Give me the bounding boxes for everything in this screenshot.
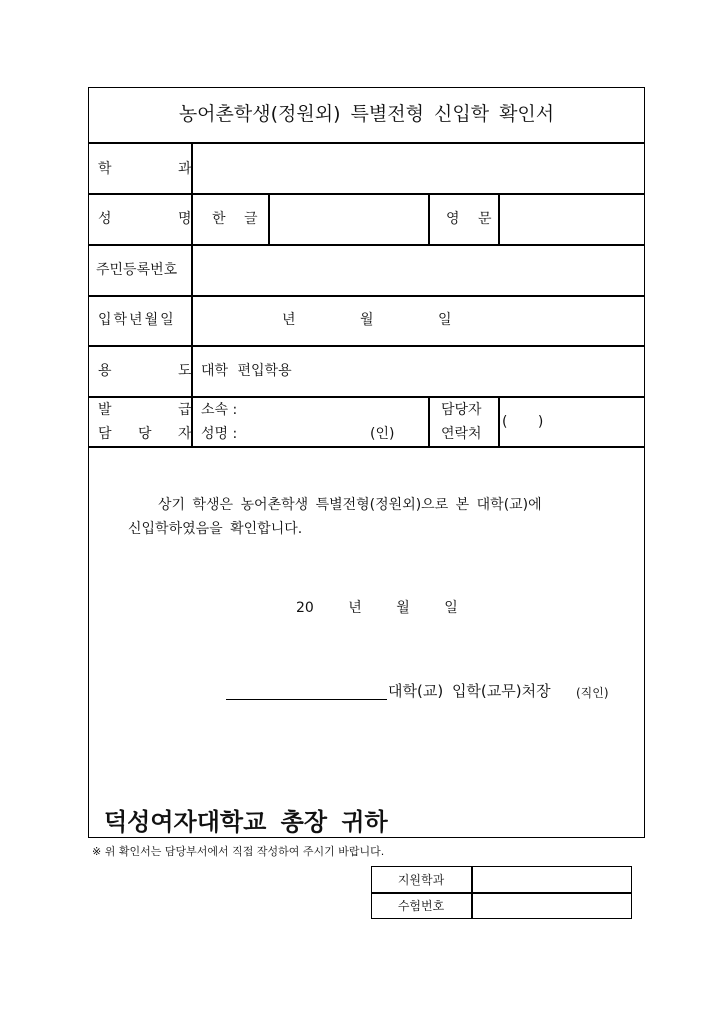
affiliation-label: 소속 : — [201, 402, 238, 418]
issuer-name-label: 성명 : — [201, 426, 238, 442]
contact-value[interactable]: ( ) — [502, 414, 544, 430]
issuer-label-line1: 발 급 — [98, 402, 192, 418]
admission-date-label: 입학년월일 — [98, 312, 176, 328]
admission-date-value[interactable]: 년 월 일 — [282, 312, 452, 328]
seal-label: (인) — [370, 426, 395, 442]
rule-date-bottom — [88, 345, 645, 347]
name-label: 성 명 — [98, 211, 192, 227]
purpose-value: 대학 편입학용 — [201, 363, 292, 379]
exam-number-label: 수험번호 — [397, 899, 445, 913]
name-korean-field[interactable] — [270, 195, 428, 244]
name-korean-label: 한 글 — [212, 211, 258, 227]
resident-id-label: 주민등록번호 — [96, 262, 178, 278]
signature-underline[interactable] — [226, 699, 387, 700]
footnote: ※ 위 확인서는 담당부서에서 직접 작성하여 주시기 바랍니다. — [92, 845, 385, 858]
date-line: 20 년 월 일 — [296, 600, 458, 616]
purpose-label: 용 도 — [98, 363, 192, 379]
name-english-field[interactable] — [500, 195, 644, 244]
statement-line-1: 상기 학생은 농어촌학생 특별전형(정원외)으로 본 대학(교)에 — [158, 497, 542, 513]
applied-department-field[interactable] — [473, 868, 630, 892]
form-title: 농어촌학생(정원외) 특별전형 신입학 확인서 — [178, 103, 555, 125]
contact-label-line1: 담당자 — [441, 402, 482, 418]
signer-seal: (직인) — [576, 686, 609, 700]
rule-resident-bottom — [88, 295, 645, 297]
rule-purpose-bottom — [88, 396, 645, 398]
rule-issuer-bottom — [88, 446, 645, 448]
addressee: 덕성여자대학교 총장 귀하 — [104, 808, 388, 836]
signer-title: 대학(교) 입학(교무)처장 — [388, 682, 551, 700]
name-english-label: 영 문 — [446, 211, 492, 227]
rule-contact-left — [428, 396, 430, 447]
exam-number-field[interactable] — [473, 894, 630, 918]
department-field[interactable] — [193, 144, 644, 193]
department-label: 학 과 — [98, 161, 192, 177]
issuer-label-line2: 담 당 자 — [98, 426, 192, 442]
statement-line-2: 신입학하였음을 확인합니다. — [128, 521, 303, 537]
resident-id-field[interactable] — [193, 246, 644, 294]
rule-name-english-left — [428, 193, 430, 245]
applied-department-label: 지원학과 — [397, 873, 445, 887]
rule-contact-right — [498, 396, 500, 447]
contact-label-line2: 연락처 — [441, 426, 482, 442]
